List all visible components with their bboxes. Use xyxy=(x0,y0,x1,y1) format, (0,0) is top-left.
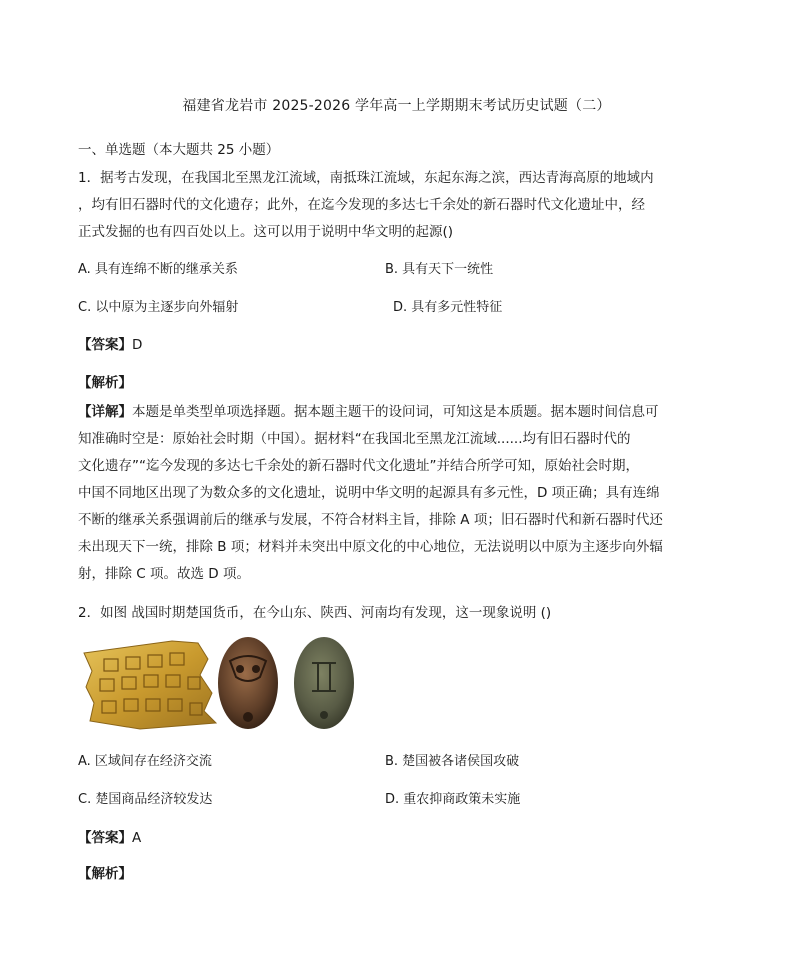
q2-option-c: C. 楚国商品经济较发达 xyxy=(78,792,213,807)
answer-value: A xyxy=(132,830,142,846)
q1-option-d: D. 具有多元性特征 xyxy=(393,300,503,315)
q1-analysis-label: 【解析】 xyxy=(78,375,132,391)
q1-option-c: C. 以中原为主逐步向外辐射 xyxy=(78,300,239,315)
q1-option-a: A. 具有连绵不断的继承关系 xyxy=(78,262,238,277)
q1-explanation-line-2: 知准确时空是：原始社会时期（中国）。据材料“在我国北至黑龙江流域......均有旧石器时代的 xyxy=(78,431,631,447)
q1-option-b: B. 具有天下一统性 xyxy=(385,262,494,277)
chu-coins-image xyxy=(80,633,360,733)
explanation-text: 本题是单类型单项选择题。据本题主题干的设问词，可知这是本质题。据本题时间信息可 xyxy=(132,404,659,420)
q1-explanation-line-1 xyxy=(78,400,659,420)
q1-explanation-line-7: 射，排除 C 项。故选 D 项。 xyxy=(78,566,250,582)
q1-stem-line-2: ，均有旧石器时代的文化遗存；此外，在迄今发现的多达七千余处的新石器时代文化遗址中，经 xyxy=(78,197,645,213)
q2-option-b: B. 楚国被各诸侯国攻破 xyxy=(385,754,520,769)
gold-plate-coin xyxy=(84,641,216,729)
q1-stem-line-1: 1．据考古发现，在我国北至黑龙江流域，南抵珠江流域，东起东海之滨，西达青海高原的地域内 xyxy=(78,170,654,186)
q1-answer xyxy=(78,333,142,353)
q2-answer xyxy=(78,826,141,846)
q2-analysis-label: 【解析】 xyxy=(78,866,132,882)
stone-ant-nose-coin xyxy=(294,637,354,729)
q2-stem: 2．如图 战国时期楚国货币，在今山东、陕西、河南均有发现，这一现象说明 () xyxy=(78,605,552,621)
answer-value: D xyxy=(132,337,143,353)
detail-label: 【详解】 xyxy=(78,404,132,420)
q1-explanation-line-4: 中国不同地区出现了为数众多的文化遗址，说明中华文明的起源具有多元性，D 项正确；具有连绵 xyxy=(78,485,660,501)
section-heading: 一、单选题（本大题共 25 小题） xyxy=(78,142,280,158)
bronze-ant-nose-coin xyxy=(218,637,278,729)
answer-label: 【答案】 xyxy=(78,337,132,353)
document-title: 福建省龙岩市 2025-2026 学年高一上学期期末考试历史试题（二） xyxy=(182,98,611,114)
q2-option-d: D. 重农抑商政策未实施 xyxy=(385,792,521,807)
q1-explanation-line-6: 未出现天下一统，排除 B 项；材料并未突出中原文化的中心地位，无法说明以中原为主逐步向外辐 xyxy=(78,539,663,555)
q1-explanation-line-5: 不断的继承关系强调前后的继承与发展，不符合材料主旨，排除 A 项；旧石器时代和新石器时代还 xyxy=(78,512,663,528)
answer-label: 【答案】 xyxy=(78,830,132,846)
q1-stem-line-3: 正式发掘的也有四百处以上。这可以用于说明中华文明的起源() xyxy=(78,224,454,240)
q1-explanation-line-3: 文化遗存”“迄今发现的多达七千余处的新石器时代文化遗址”并结合所学可知，原始社会时期， xyxy=(78,458,639,474)
q2-option-a: A. 区域间存在经济交流 xyxy=(78,754,212,769)
